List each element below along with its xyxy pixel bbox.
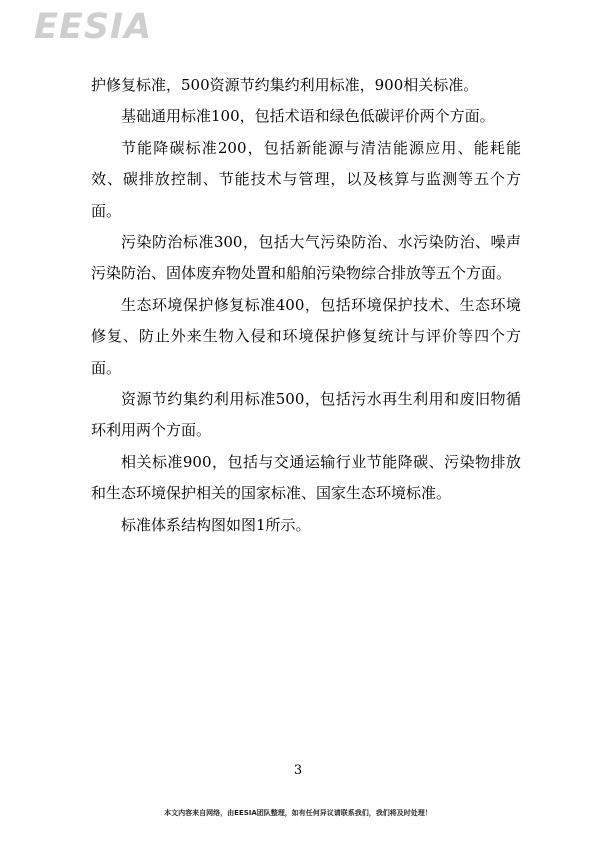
- paragraph: 标准体系结构图如图1所示。: [121, 515, 311, 534]
- paragraph: 生态环境保护修复标准400，包括环境保护技术、生态环境修复、防止外来生物入侵和环境保护修复统计与评价等四个方面。: [91, 295, 521, 377]
- paragraph: 护修复标准，500资源节约集约利用标准，900相关标准。: [91, 76, 479, 94]
- footer-disclaimer: 本文内容来自网络，由EESIA团队整理，如有任何异议请联系我们，我们将及时处理！: [164, 809, 432, 817]
- paragraph: 相关标准900，包括与交通运输行业节能降碳、污染物排放和生态环境保护相关的国家标准、国家生态环境标准。: [91, 452, 521, 503]
- paragraph: 资源节约集约利用标准500，包括污水再生利用和废旧物循环利用两个方面。: [91, 390, 521, 440]
- paragraph: 基础通用标准100，包括术语和绿色低碳评价两个方面。: [121, 107, 495, 126]
- paragraph: 污染防治标准300，包括大气污染防治、水污染防治、噪声污染防治、固体废弃物处置和船舶污染物综合排放等五个方面。: [91, 233, 521, 283]
- paragraph: 节能降碳标准200，包括新能源与清洁能源应用、能耗能效、碳排放控制、节能技术与管理，以及核算与监测等五个方面。: [91, 138, 521, 220]
- page-number: 3: [293, 763, 303, 778]
- eesia-logo: EESIA: [34, 7, 153, 47]
- document-body: [91, 70, 521, 541]
